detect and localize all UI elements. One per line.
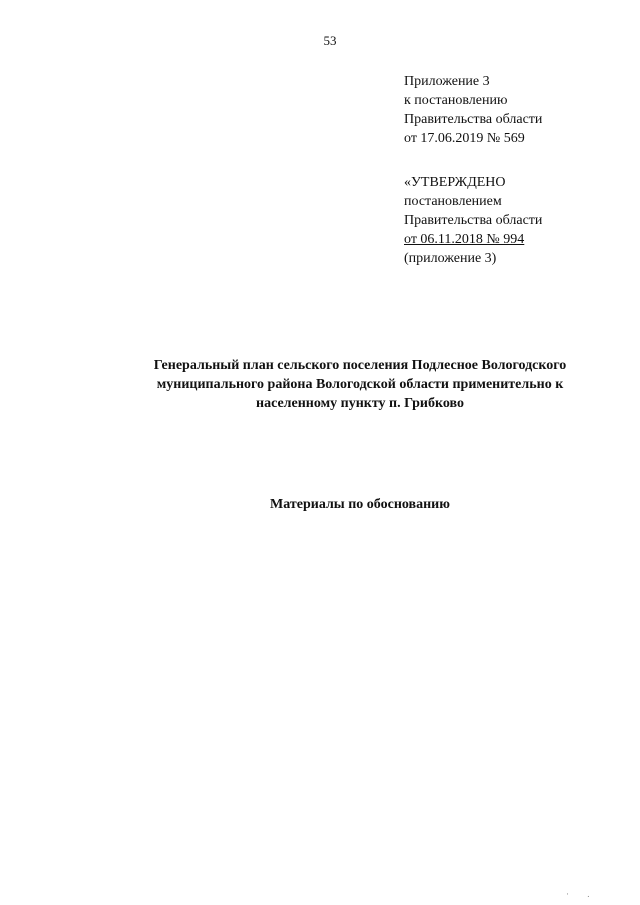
appendix-line: Приложение 3 [404,74,490,89]
document-subtitle: Материалы по обоснованию [270,497,450,512]
appendix-reference [404,72,542,148]
document-title [110,356,610,413]
title-line: Генеральный план сельского поселения Подлесное Вологодского [153,358,567,373]
page-number: 53 [323,33,337,48]
appendix-line: от 17.06.2019 № 569 [404,131,525,146]
title-line: муниципального района Вологодской области применительно к [156,377,564,392]
scan-marks: · . [566,889,598,899]
appendix-line: Правительства области [404,112,543,127]
approval-line: (приложение 3) [404,251,497,266]
appendix-line: к постановлению [404,93,508,108]
approval-line: постановлением [404,194,502,209]
approval-line: Правительства области [404,213,543,228]
approval-line: «УТВЕРЖДЕНО [404,175,506,190]
title-line: населенному пункту п. Грибково [256,396,464,411]
approval-date-line: от 06.11.2018 № 994 [404,232,525,247]
approval-stamp-text [404,173,542,268]
